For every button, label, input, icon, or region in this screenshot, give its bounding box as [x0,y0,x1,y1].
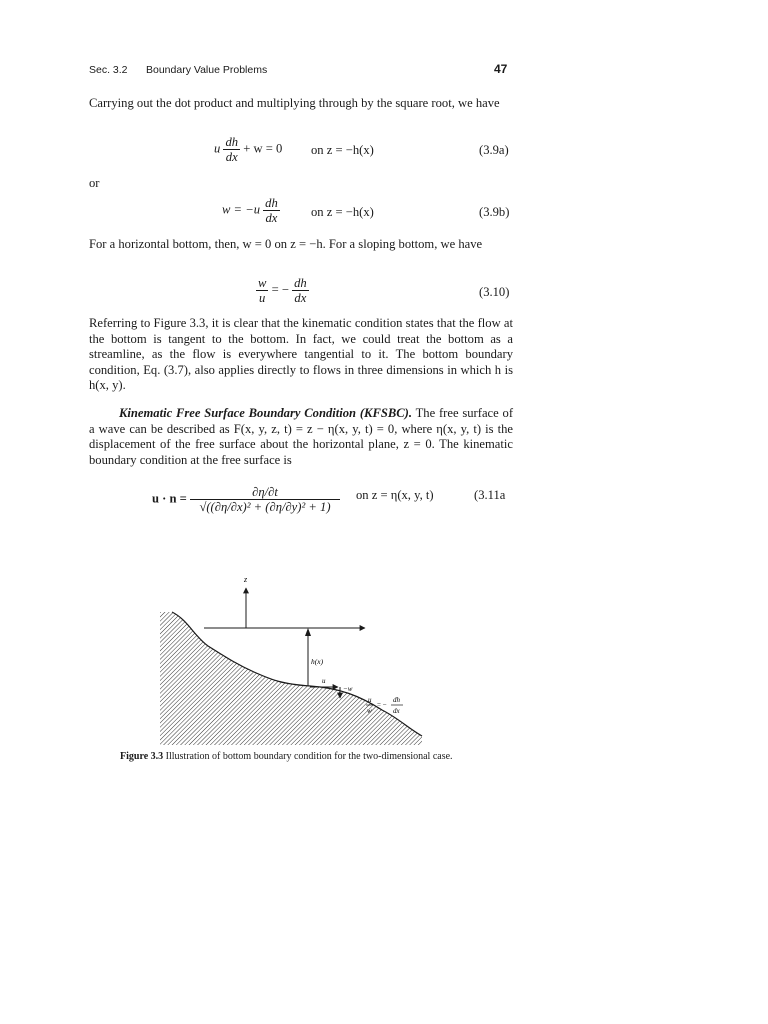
ratio-left-denominator: w [367,707,372,715]
fraction-numerator: ∂η/∂t [190,485,340,500]
connective-or: or [89,176,100,190]
eq-lead: w = −u [222,202,260,217]
equation-3-9b-condition: on z = −h(x) [311,205,374,219]
equation-3-11 [152,485,340,514]
fraction-right [292,276,309,305]
equation-3-10-label: (3.10) [479,285,510,299]
eq-lead: u [214,141,221,156]
equation-3-11-condition: on z = η(x, y, t) [356,488,434,502]
equation-3-9a-condition: on z = −h(x) [311,143,374,157]
ratio-right-denominator: dx [393,707,400,715]
ratio-left-numerator: u [368,696,372,704]
seabed-hatching [160,612,422,745]
ratio-right-numerator: dh [393,696,400,704]
fraction-denominator: √((∂η/∂x)² + (∂η/∂y)² + 1) [199,500,331,514]
equation-3-10 [256,276,309,305]
fraction-denominator: u [259,291,266,305]
running-header-section: Sec. 3.2 [89,64,128,76]
paragraph-body: The free surface of a wave can be described as F(x, y, z, t) = z − η(x, y, t) = 0, where η(x, y, t) is the displacement of the free surface about the horizontal plane, z = 0. The kinematic boundary condition at the free surface is [89,406,514,467]
figure-caption [120,750,500,763]
fraction-numerator: w [258,276,267,290]
figure-caption-text: Illustration of bottom boundary condition for the two-dimensional case. [165,751,453,762]
fraction [223,135,240,164]
figure-caption-label: Figure 3.3 [120,751,164,762]
fraction-numerator: dh [265,196,278,210]
fraction-denominator: dx [265,211,278,225]
paragraph-figure-reference: Referring to Figure 3.3, it is clear that the kinematic condition states that the flow at the bottom is tangent to the bottom. In fact, we could treat the bottom as a streamline, as the flow is everywhere tangential to it. The bottom boundary condition, Eq. (3.7), also applies directly to flows in three dimensions in which h is h(x, y). [89,316,513,393]
fraction-numerator: dh [225,135,239,149]
eq-mid: = − [271,282,289,297]
fraction-denominator: dx [294,291,307,305]
running-header-title: Boundary Value Problems [146,64,268,76]
equation-3-9a-label: (3.9a) [479,143,509,157]
u-label: u [322,677,326,685]
eq-tail: + w = 0 [243,141,283,156]
page-number: 47 [494,62,508,76]
run-in-heading: Kinematic Free Surface Boundary Condition (KFSBC). [119,406,412,420]
fraction [263,196,280,225]
equation-3-9a [214,135,282,164]
equation-3-9b [222,196,280,225]
z-axis-label: z [244,575,248,584]
paragraph-kfsbc [89,406,513,468]
fraction-numerator: dh [294,276,307,290]
fraction-denominator: dx [225,150,238,164]
depth-label: h(x) [311,657,324,666]
depth-arrow-head-top [305,628,311,636]
figure-bottom-boundary [160,570,460,745]
equation-3-9b-label: (3.9b) [479,205,510,219]
eq-lhs: u · n = [152,491,187,506]
ratio-mid: = − [377,701,387,709]
w-label: −w [343,685,353,693]
paragraph-intro: Carrying out the dot product and multiplying through by the square root, we have [89,96,500,110]
paragraph-horizontal-bottom: For a horizontal bottom, then, w = 0 on z = −h. For a sloping bottom, we have [89,237,483,251]
fraction-left [256,276,268,305]
equation-3-11-label: (3.11a [474,488,506,502]
fraction [190,485,340,514]
